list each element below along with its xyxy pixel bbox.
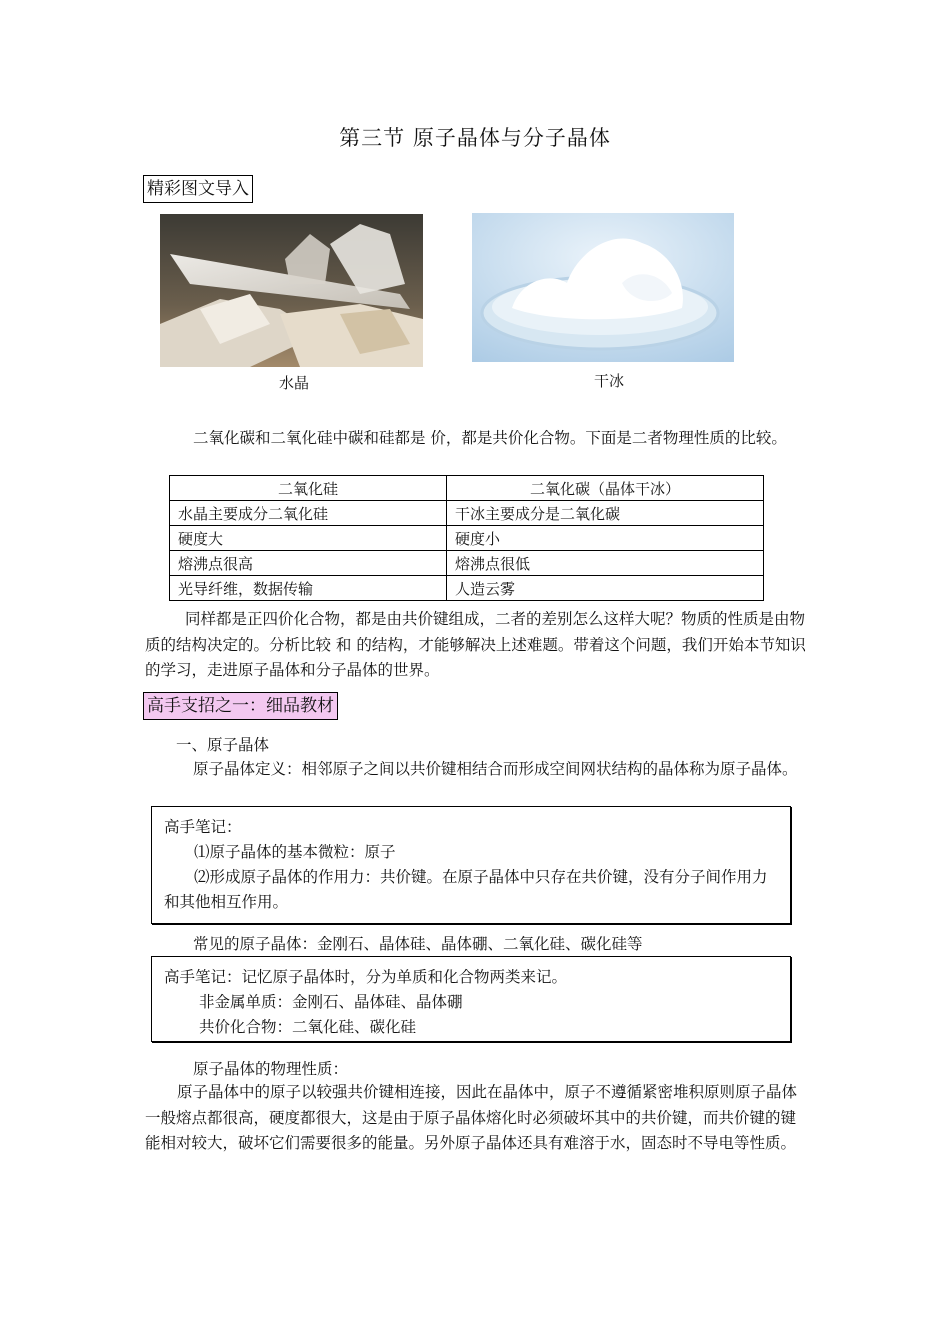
table-cell: 干冰主要成分是二氧化碳 <box>447 501 764 526</box>
properties-heading: 原子晶体的物理性质： <box>193 1060 349 1078</box>
comparison-table <box>169 475 764 601</box>
heading-atomic-crystal: 一、原子晶体 <box>176 736 270 754</box>
table-row <box>170 526 764 551</box>
quartz-caption: 水晶 <box>279 374 310 392</box>
table-row <box>170 551 764 576</box>
table-cell: 水晶主要成分二氧化硅 <box>170 501 447 526</box>
table-cell: 熔沸点很高 <box>170 551 447 576</box>
intro-paragraph: 二氧化碳和二氧化硅中碳和硅都是 价，都是共价化合物。下面是二者物理性质的比较。 <box>193 429 787 447</box>
dry-ice-image <box>472 213 734 362</box>
note-line: 非金属单质：金刚石、晶体硅、晶体硼 <box>199 993 463 1011</box>
properties-paragraph: 原子晶体中的原子以较强共价键相连接，因此在晶体中，原子不遵循紧密堆积原则原子晶体一般熔点都很高，硬度都很大，这是由于原子晶体熔化时必须破坏其中的共价键，而共价键的键能相对较大，破坏它们需要很多的能量。另外原子晶体还具有难溶于水，固态时不导电等性质。 <box>145 1083 798 1152</box>
quartz-image <box>160 214 423 367</box>
table-cell: 硬度大 <box>170 526 447 551</box>
dry-ice-caption: 干冰 <box>594 372 625 390</box>
table-cell: 光导纤维，数据传输 <box>170 576 447 601</box>
table-row <box>170 501 764 526</box>
table-header-row <box>170 476 764 501</box>
note-line: ⑴原子晶体的基本微粒：原子 <box>194 843 396 861</box>
header-co2: 二氧化碳（晶体干冰） <box>447 476 764 501</box>
note-line: 共价化合物：二氧化硅、碳化硅 <box>199 1018 417 1036</box>
intro-label: 精彩图文导入 <box>143 175 253 203</box>
analysis-paragraph: 同样都是正四价化合物，都是由共价键组成，二者的差别怎么这样大呢？物质的性质是由物质的结构决定的。分析比较 和 的结构，才能够解决上述难题。带着这个问题，我们开始本节知识的学习，走进原子晶体和分子晶体的世界。 <box>145 610 806 679</box>
table-cell: 熔沸点很低 <box>447 551 764 576</box>
note-title: 高手笔记： <box>164 818 242 836</box>
table-cell: 人造云雾 <box>447 576 764 601</box>
page-title: 第三节 原子晶体与分子晶体 <box>339 126 611 150</box>
common-crystals: 常见的原子晶体：金刚石、晶体硅、晶体硼、二氧化硅、碳化硅等 <box>193 935 643 953</box>
note-line: ⑵形成原子晶体的作用力：共价键。在原子晶体中只存在共价键，没有分子间作用力和其他相互作用。 <box>164 868 768 911</box>
section-label: 高手支招之一：细品教材 <box>143 692 338 720</box>
table-cell: 硬度小 <box>447 526 764 551</box>
note-box-1 <box>151 806 791 924</box>
header-sio2: 二氧化硅 <box>170 476 447 501</box>
note-title: 高手笔记：记忆原子晶体时，分为单质和化合物两类来记。 <box>164 968 568 986</box>
definition-paragraph: 原子晶体定义：相邻原子之间以共价键相结合而形成空间网状结构的晶体称为原子晶体。 <box>193 760 798 778</box>
note-box-2 <box>151 956 791 1042</box>
table-row <box>170 576 764 601</box>
